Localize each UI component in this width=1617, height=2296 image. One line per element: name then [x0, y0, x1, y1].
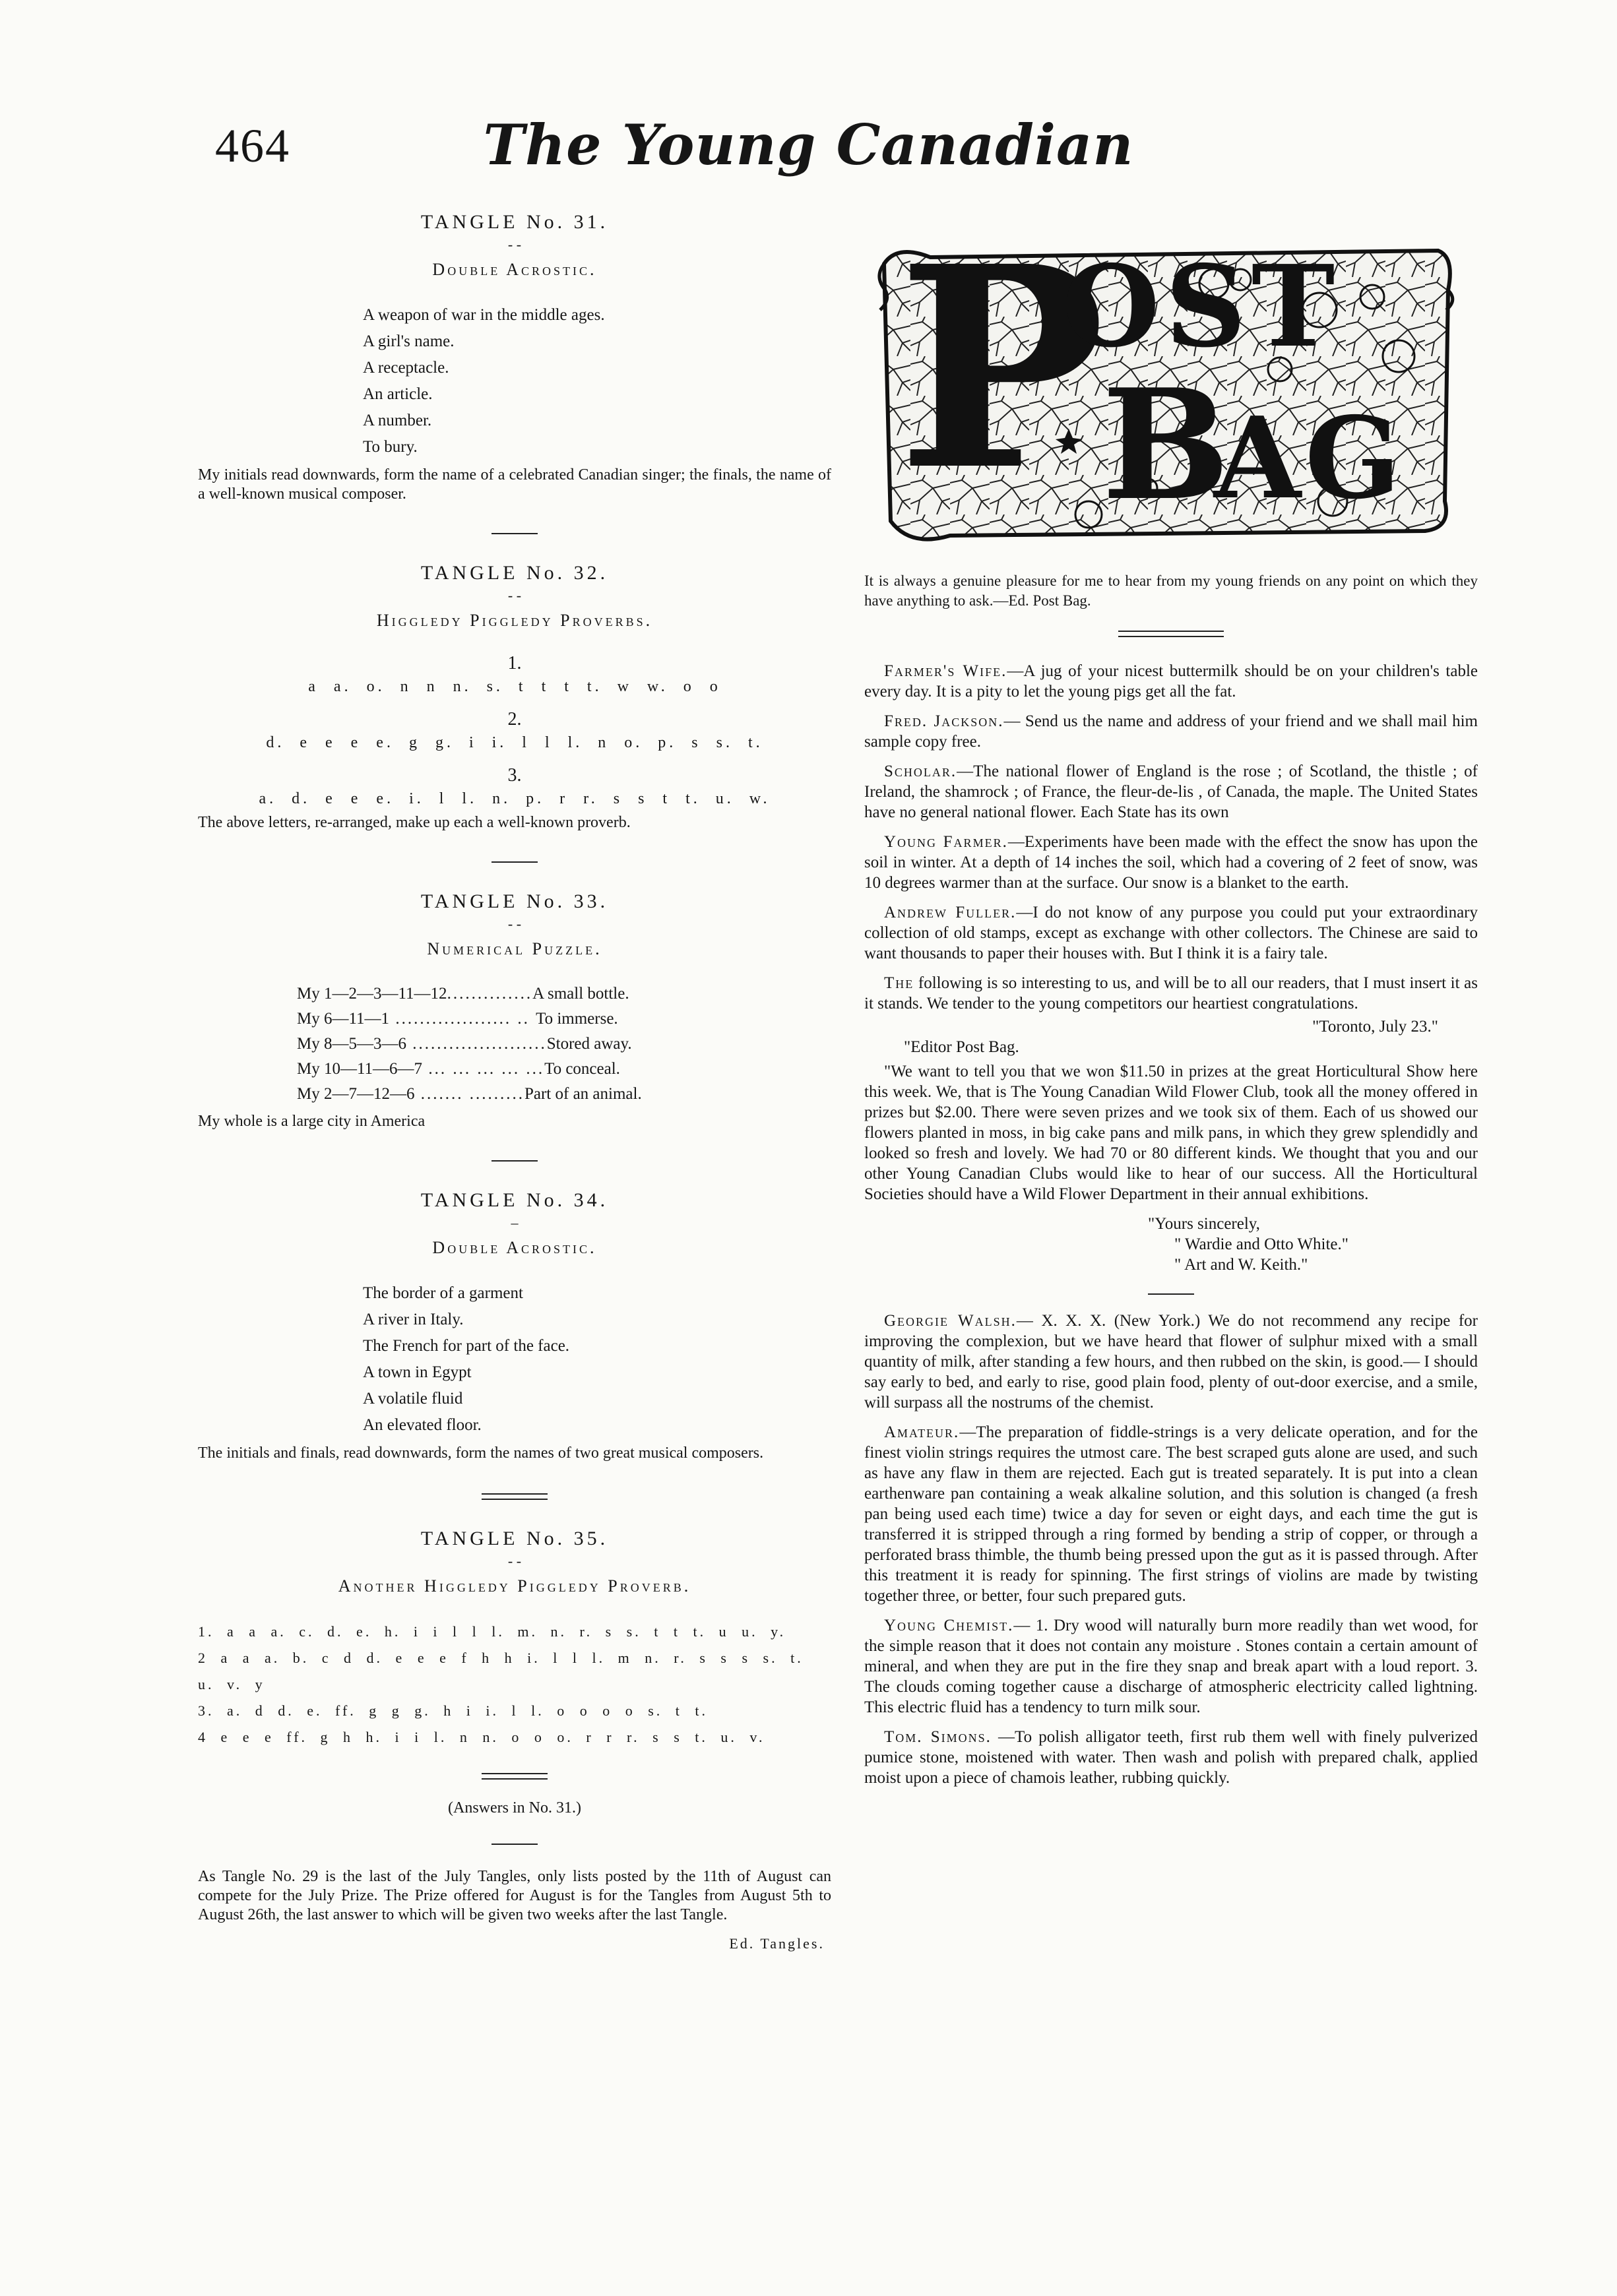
reply-text: —A jug of your nicest buttermilk should be on your children's table every day. It is a pity to let the young pigs get all the fat.: [864, 662, 1478, 700]
clue: A girl's name.: [363, 332, 455, 350]
divider: - -: [507, 236, 522, 253]
divider: - -: [507, 1553, 522, 1569]
puzzle-row: My 10—11—6—7 ... ... ... ... ...To conceal.: [297, 1060, 620, 1078]
divider: - -: [507, 915, 522, 932]
puzzle-key: My 8—5—3—6: [297, 1035, 406, 1053]
masthead-title: The Young Canadian: [483, 112, 1134, 177]
clue: An article.: [363, 385, 433, 403]
clue: A receptacle.: [363, 359, 449, 377]
proverb-number: 3.: [507, 765, 522, 786]
banner-letter-b: B: [1102, 356, 1230, 534]
proverb-letters: d. e e e e. g g. i i. l l l. n o. p. s s. t.: [266, 734, 763, 751]
section-rule: [491, 1160, 538, 1162]
section-rule: [491, 533, 538, 534]
tangle-note: My initials read downwards, form the name of a celebrated Canadian singer; the finals, the name of a well-known musical composer.: [198, 466, 831, 503]
tangle-note: The initials and finals, read downwards, form the names of two great musical composers.: [198, 1444, 764, 1462]
puzzle-value: A small bottle.: [532, 985, 629, 1003]
tangle-33: [198, 890, 831, 1131]
tangle-34: [198, 1189, 831, 1463]
section-rule: [1148, 1293, 1194, 1295]
letter-body: "We want to tell you that we won $11.50 in prizes at the great Horticultural Show here this week. We, that is The Young Canadian Wild Flower Club, took all the money offered in prizes but $2.00. There were seven prizes and we took six of them. Each of us showed our flowers planted in moss, in big cake pans and milk pans, in which they grew splendidly and looked so fresh and lovely. We had 70 or 80 different kinds. We thought that you and our other Young Canadian Clubs would like to hear of our success. All the Horticultural Societies should have a Wild Flower Department in their annual exhibitions.: [864, 1063, 1478, 1203]
puzzle-table: [297, 981, 831, 1107]
correspondent-name: Farmer's Wife.: [884, 662, 1007, 680]
answers-note: (Answers in No. 31.): [448, 1799, 581, 1816]
clue: The border of a garment: [363, 1284, 523, 1302]
signature: Ed. Tangles.: [729, 1935, 825, 1952]
tangle-32: [198, 562, 831, 832]
tangle-title: TANGLE No. 31.: [420, 211, 609, 233]
page-number: 464: [215, 119, 290, 172]
reply-text: — X. X. X. (New York.) We do not recommend any recipe for improving the complexion, but we have heard that flower of sulphur mixed with a small quantity of milk, after standing a few hours, and then rubbed on the skin, is good.— I should say early to bed, and early to rise, good plain food, plenty of out-door exercise, and a smile, will surpass all the nostrums of the chemist.: [864, 1312, 1478, 1412]
post-bag-column: [864, 206, 1478, 1797]
correspondent-name: Fred. Jackson.: [884, 712, 1004, 730]
section-rule: [491, 861, 538, 863]
post-bag-banner: [871, 206, 1458, 554]
letter-signature: " Art and W. Keith.": [1174, 1256, 1308, 1274]
puzzle-key: My 2—7—12—6: [297, 1085, 415, 1103]
tangle-subtitle: Higgledy Piggledy Proverbs.: [376, 611, 653, 630]
section-rule: [482, 1493, 548, 1500]
divider: –: [511, 1214, 519, 1231]
letter-salutation: "Editor Post Bag.: [904, 1038, 1019, 1056]
puzzle-key: My 1—2—3—11—12: [297, 985, 447, 1003]
proverb-line: 1. a a a. c. d. e. h. i i l l l. m. n. r. s s. t t t. u u. y.: [198, 1623, 786, 1640]
letter-signature: " Wardie and Otto White.": [1174, 1235, 1348, 1253]
clue: A number.: [363, 412, 432, 429]
section-rule: [491, 1844, 538, 1845]
banner-word-ag: AG: [1214, 392, 1405, 524]
reply-entry: [864, 973, 1478, 1014]
puzzle-key: My 10—11—6—7: [297, 1060, 423, 1078]
tangle-35: [198, 1528, 831, 1817]
reply-entry: [864, 1311, 1478, 1413]
reply-entry: [864, 711, 1478, 752]
banner-word-post: OST: [1062, 241, 1341, 373]
proverb-letters: a a. o. n n n. s. t t t t. w w. o o: [308, 678, 721, 695]
puzzle-row: My 2—7—12—6 ....... .........Part of an animal.: [297, 1085, 642, 1103]
puzzle-row: My 1—2—3—11—12..............A small bottle.: [297, 985, 629, 1003]
tangle-subtitle: Numerical Puzzle.: [427, 939, 602, 958]
clue-list: [363, 1280, 831, 1439]
reply-text: following is so interesting to us, and will be to all our readers, that I must insert it as it stands. We tender to the young competitors our heartiest congratulations.: [864, 974, 1478, 1012]
tangle-subtitle: Double Acrostic.: [432, 1238, 597, 1257]
reply-text: —Experiments have been made with the effect the snow has upon the soil in winter. At a depth of 14 inches the soil, which had a covering of 2 feet of snow, was 10 degrees warmer than at the surface. Our snow is a blanket to the earth.: [864, 833, 1478, 892]
clue: A volatile fluid: [363, 1390, 463, 1408]
puzzle-value: To conceal.: [544, 1060, 620, 1078]
correspondent-name: Amateur.: [884, 1423, 960, 1441]
puzzle-row: My 8—5—3—6 ......................Stored away.: [297, 1035, 632, 1053]
proverb-number: 2.: [507, 709, 522, 729]
reply-text: —The national flower of England is the rose ; of Scotland, the thistle ; of Ireland, the shamrock ; of France, the fleur-de-lis , of Canada, the maple. The United States have no general national flower. Each State has its own: [864, 762, 1478, 821]
letter-dateline: "Toronto, July 23.": [1312, 1018, 1438, 1036]
reply-entry: [864, 832, 1478, 893]
correspondent-name: Georgie Walsh.: [884, 1312, 1017, 1330]
divider: - -: [507, 587, 522, 604]
tangle-title: TANGLE No. 34.: [420, 1189, 609, 1211]
tangle-title: TANGLE No. 35.: [420, 1528, 609, 1549]
reply-text: —I do not know of any purpose you could put your extraordinary collection of old stamps, except as exchange with other collectors. The Chinese are said to want thousands to paper their houses with. But I think it is a fairy tale.: [864, 904, 1478, 962]
reply-text: — 1. Dry wood will naturally burn more readily than wet wood, for the simple reason that it does not contain any moisture . Stones contain a certain amount of mineral, and when they are put in the fire they snap and break apart with a loud report. 3. The clouds coming together cause a discharge of atmospheric electricity called lightning. This electric fluid has a tendency to turn milk sour.: [864, 1617, 1478, 1716]
tangles-column: [198, 211, 831, 1952]
tangle-note: My whole is a large city in America: [198, 1113, 426, 1130]
clue: A town in Egypt: [363, 1363, 472, 1381]
puzzle-value: To immerse.: [536, 1010, 618, 1028]
correspondent-name: Tom. Simons.: [884, 1728, 992, 1746]
proverb-line: 2 a a a. b. c d d. e e e f h h i. l l l. m n. r. s s s s. t. u. v. y: [198, 1650, 804, 1692]
proverb-line: 3. a. d d. e. ff. g g g. h i i. l l. o o o o s. t t.: [198, 1702, 709, 1719]
tangle-31: [198, 211, 831, 504]
clue: The French for part of the face.: [363, 1337, 570, 1355]
reply-text: —The preparation of fiddle-strings is a very delicate operation, and for the finest violin strings requires the utmost care. The best scraped guts alone are used, and such as have any flaw in them are rejected. Each gut is treated separately. It is put into a clean earthenware pan containing a weak alkaline solution, and this solution is changed (a fresh pan being used each time) twice a day for seven or eight days, and each time the gut is transferred it is stripped through a ring formed by bending a strip of copper, or through a perforated brass thimble, the thumb being pressed upon the gut as it is passed through. After this treatment it is ready for spinning. The first strings of violins are made by twisting together three, or better, four such prepared guts.: [864, 1423, 1478, 1605]
tangle-title: TANGLE No. 32.: [420, 562, 609, 584]
reply-text: — Send us the name and address of your friend and we shall mail him sample copy free.: [864, 712, 1478, 751]
reply-entry: [864, 902, 1478, 964]
correspondent-name: Scholar.: [884, 762, 957, 780]
tangle-title: TANGLE No. 33.: [420, 890, 609, 912]
proverb-number: 1.: [507, 653, 522, 673]
clue: To bury.: [363, 438, 418, 456]
correspondent-name: Young Chemist.: [884, 1617, 1014, 1634]
clue-list: [363, 302, 831, 460]
tangle-note: The above letters, re-arranged, make up each a well-known proverb.: [198, 814, 631, 831]
reply-entry: [864, 761, 1478, 822]
puzzle-value: Stored away.: [546, 1035, 632, 1053]
reply-text: —To polish alligator teeth, first rub them well with finely pulverized pumice stone, moistened with water. Then wash and polish with prepared chalk, applied moist upon a piece of chamois leather, rubbing quickly.: [864, 1728, 1478, 1787]
section-rule: [1118, 631, 1224, 637]
clue: A river in Italy.: [363, 1311, 464, 1328]
reply-entry: [864, 1727, 1478, 1788]
footer-note: As Tangle No. 29 is the last of the July Tangles, only lists posted by the 11th of August can compete for the July Prize. The Prize offered for August is for the Tangles from August 5th to August 26th, the last answer to which will be given two weeks after the last Tangle.: [198, 1868, 831, 1923]
letter-closing: "Yours sincerely,: [1148, 1215, 1260, 1233]
puzzle-key: My 6—11—1: [297, 1010, 390, 1028]
correspondent-name: Andrew Fuller.: [884, 904, 1017, 921]
clue: An elevated floor.: [363, 1416, 482, 1434]
reply-entry: [864, 661, 1478, 702]
section-rule: [482, 1773, 548, 1780]
post-bag-caption: It is always a genuine pleasure for me to hear from my young friends on any point on which they have anything to ask.—Ed. Post Bag.: [864, 573, 1478, 609]
proverb-letters: a. d. e e e. i. l l. n. p. r r. s s t t. u. w.: [259, 790, 771, 807]
proverb-line: 4 e e e ff. g h h. i i l. n n. o o o. r r r. s s t. u. v.: [198, 1729, 765, 1745]
puzzle-row: My 6—11—1 ................... .. To immerse.: [297, 1010, 618, 1028]
tangle-subtitle: Another Higgledy Piggledy Proverb.: [338, 1576, 691, 1596]
reply-entry: [864, 1422, 1478, 1606]
clue: A weapon of war in the middle ages.: [363, 306, 605, 324]
tangle-subtitle: Double Acrostic.: [432, 260, 597, 279]
banner-letter-p: P: [897, 206, 1106, 532]
correspondent-name: The: [884, 974, 914, 992]
reply-entry: [864, 1615, 1478, 1718]
puzzle-value: Part of an animal.: [524, 1085, 642, 1103]
correspondent-name: Young Farmer.: [884, 833, 1008, 851]
